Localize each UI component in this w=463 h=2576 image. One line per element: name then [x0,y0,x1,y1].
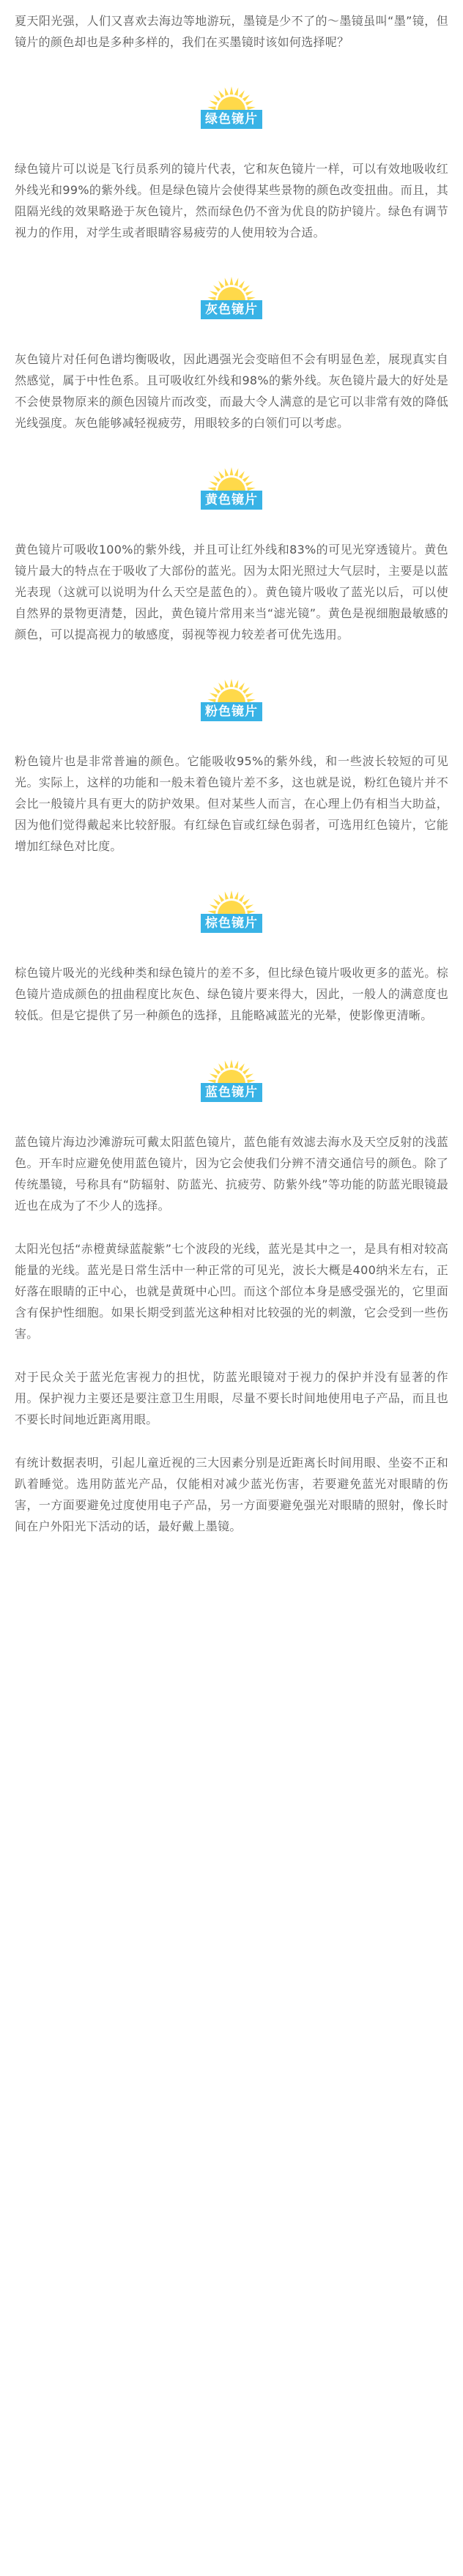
section-title: 粉色镜片 [201,702,262,721]
sun-icon [207,466,256,492]
section-paragraph: 太阳光包括“赤橙黄绿蓝靛紫”七个波段的光线，蓝光是其中之一，是具有相对较高能量的光线。蓝光是日常生活中一种正常的可见光，波长大概是400纳米左右，正好落在眼睛的正中心，也就是黄斑中心凹。而这个部位本身是感受强光的，它里面含有保护性细胞。如果长期受到蓝光这种相对比较强的光的刺激，它会受到一些伤害。 [15,1242,448,1341]
sun-icon [207,275,256,302]
sun-icon [207,85,256,111]
section-header [15,466,448,510]
section-paragraph: 灰色镜片对任何色谱均衡吸收，因此遇强光会变暗但不会有明显色差，展现真实自然感觉，属于中性色系。且可吸收红外线和98%的紫外线。灰色镜片最大的好处是不会使景物原来的颜色因镜片而改变，而最大令人满意的是它可以非常有效的降低光线强度。灰色能够减轻视疲劳，用眼较多的白领们可以考虑。 [15,352,448,430]
section-paragraph: 有统计数据表明，引起儿童近视的三大因素分别是近距离长时间用眼、坐姿不正和趴着睡觉。选用防蓝光产品，仅能相对减少蓝光伤害，若要避免蓝光对眼睛的伤害，一方面要避免过度使用电子产品，另一方面要避免强光对眼睛的照射，像长时间在户外阳光下活动的话，最好戴上墨镜。 [15,1456,448,1533]
section-header [15,677,448,721]
section-header [15,1058,448,1102]
section-paragraph: 黄色镜片可吸收100%的紫外线，并且可让红外线和83%的可见光穿透镜片。黄色镜片最大的特点在于吸收了大部份的蓝光。因为太阳光照过大气层时，主要是以蓝光表现（这就可以说明为什么天空是蓝色的）。黄色镜片吸收了蓝光以后，可以使自然界的景物更清楚，因此，黄色镜片常用来当“滤光镜”。黄色是视细胞最敏感的颜色，可以提高视力的敏感度，弱视等视力较差者可优先选用。 [15,543,448,641]
sections-container [15,85,448,1537]
section-paragraph: 棕色镜片吸光的光线种类和绿色镜片的差不多，但比绿色镜片吸收更多的蓝光。棕色镜片造成颜色的扭曲程度比灰色、绿色镜片要来得大，因此，一般人的满意度也较低。但是它提供了另一种颜色的选择，且能略减蓝光的光晕，使影像更清晰。 [15,966,448,1022]
sun-icon [207,889,256,915]
section-paragraph: 蓝色镜片海边沙滩游玩可戴太阳蓝色镜片，蓝色能有效滤去海水及天空反射的浅蓝色。开车时应避免使用蓝色镜片，因为它会使我们分辨不清交通信号的颜色。除了传统墨镜，号称具有“防辐射、防蓝光、抗疲劳、防紫外线”等功能的防蓝光眼镜最近也在成为了不少人的选择。 [15,1135,448,1213]
paragraph-gap [15,1344,448,1366]
section-title: 蓝色镜片 [201,1083,262,1102]
section-header [15,85,448,129]
paragraph-gap [15,1216,448,1238]
section-title: 棕色镜片 [201,914,262,933]
section-header [15,275,448,319]
paragraph-gap [15,1430,448,1452]
section-header [15,889,448,933]
sun-icon [207,1058,256,1084]
section-paragraph: 粉色镜片也是非常普遍的颜色。它能吸收95%的紫外线，和一些波长较短的可见光。实际上，这样的功能和一般未着色镜片差不多，这也就是说，粉红色镜片并不会比一般镜片具有更大的防护效果。但对某些人而言，在心理上仍有相当大助益，因为他们觉得戴起来比较舒服。有红绿色盲或红绿色弱者，可选用红色镜片，它能增加红绿色对比度。 [15,754,448,853]
intro-paragraph: 夏天阳光强，人们又喜欢去海边等地游玩，墨镜是少不了的～墨镜虽叫“墨”镜，但镜片的颜色却也是多种多样的，我们在买墨镜时该如何选择呢？ [15,14,448,49]
section-paragraph: 绿色镜片可以说是飞行员系列的镜片代表，它和灰色镜片一样，可以有效地吸收红外线光和99%的紫外线。但是绿色镜片会使得某些景物的颜色改变扭曲。而且，其阻隔光线的效果略逊于灰色镜片，然而绿色仍不啻为优良的防护镜片。绿色有调节视力的作用，对学生或者眼睛容易疲劳的人使用较为合适。 [15,162,448,239]
sun-icon [207,677,256,704]
section-title: 灰色镜片 [201,300,262,319]
section-paragraph: 对于民众关于蓝光危害视力的担忧，防蓝光眼镜对于视力的保护并没有显著的作用。保护视力主要还是要注意卫生用眼，尽量不要长时间地使用电子产品，而且也不要长时间地近距离用眼。 [15,1370,448,1426]
section-title: 黄色镜片 [201,491,262,510]
section-title: 绿色镜片 [201,110,262,129]
